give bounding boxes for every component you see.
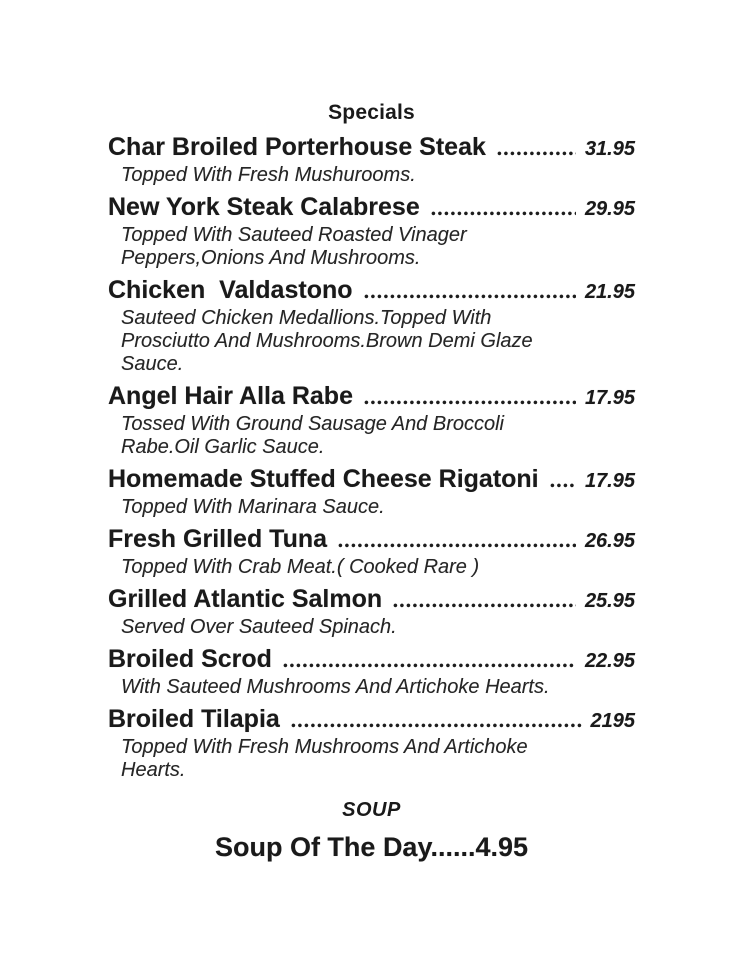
- item-price: 31.95: [584, 138, 635, 160]
- menu-item: [108, 382, 635, 459]
- dot-leader: [431, 211, 576, 216]
- item-price: 21.95: [584, 281, 635, 303]
- soup-section: [108, 799, 635, 862]
- soup-of-the-day-line: Soup Of The Day......4.95: [214, 832, 529, 862]
- item-price: 25.95: [584, 590, 635, 612]
- item-price: 29.95: [584, 198, 635, 220]
- dot-leader: [364, 400, 576, 405]
- menu-item-row: [108, 382, 635, 413]
- item-description-line: Sauteed Chicken Medallions.Topped With: [121, 307, 492, 329]
- soup-section-heading: SOUP: [342, 799, 401, 821]
- item-description-line: Rabe.Oil Garlic Sauce.: [121, 436, 325, 458]
- menu-item: [108, 193, 635, 270]
- dot-leader: [550, 483, 576, 488]
- menu-item: [108, 585, 635, 639]
- item-description-line: Topped With Fresh Mushurooms.: [121, 164, 416, 186]
- item-name: New York Steak Calabrese: [108, 193, 420, 221]
- item-description-line: Topped With Marinara Sauce.: [121, 496, 385, 518]
- dot-leader: [497, 151, 576, 156]
- item-description-line: Topped With Crab Meat.( Cooked Rare ): [121, 556, 480, 578]
- menu-item: [108, 133, 635, 187]
- item-price: 22.95: [584, 650, 635, 672]
- menu-item-row: [108, 276, 635, 307]
- menu-item: [108, 276, 635, 376]
- item-name: Homemade Stuffed Cheese Rigatoni: [108, 465, 539, 493]
- menu-section-title: Specials: [328, 101, 415, 124]
- menu-item-row: [108, 645, 635, 676]
- item-name: Fresh Grilled Tuna: [108, 525, 328, 553]
- menu-item-row: [108, 465, 635, 496]
- dot-leader: [291, 723, 582, 728]
- menu-item: [108, 525, 635, 579]
- dot-leader: [364, 294, 576, 299]
- menu-page: [108, 0, 635, 862]
- item-name: Broiled Scrod: [108, 645, 272, 673]
- item-description-line: Topped With Sauteed Roasted Vinager: [121, 224, 467, 246]
- item-price: 2195: [590, 710, 635, 732]
- item-description-line: Tossed With Ground Sausage And Broccoli: [121, 413, 504, 435]
- menu-item: [108, 645, 635, 699]
- menu-item-row: [108, 705, 635, 736]
- dot-leader: [393, 603, 576, 608]
- dot-leader: [338, 543, 576, 548]
- item-price: 17.95: [584, 470, 635, 492]
- menu-item: [108, 705, 635, 782]
- item-description-line: Hearts.: [121, 759, 186, 781]
- item-name: Angel Hair Alla Rabe: [108, 382, 353, 410]
- item-price: 17.95: [584, 387, 635, 409]
- menu-item-row: [108, 525, 635, 556]
- item-price: 26.95: [584, 530, 635, 552]
- item-name: Chicken Valdastono: [108, 276, 353, 304]
- item-description-line: Served Over Sauteed Spinach.: [121, 616, 397, 638]
- menu-item-row: [108, 193, 635, 224]
- dot-leader: [283, 663, 576, 668]
- menu-item-row: [108, 585, 635, 616]
- item-description-line: Sauce.: [121, 353, 184, 375]
- item-description-line: Prosciutto And Mushrooms.Brown Demi Glaze: [121, 330, 533, 352]
- item-name: Char Broiled Porterhouse Steak: [108, 133, 486, 161]
- item-name: Broiled Tilapia: [108, 705, 280, 733]
- item-description-line: With Sauteed Mushrooms And Artichoke Hearts.: [121, 676, 550, 698]
- menu-item-row: [108, 133, 635, 164]
- item-name: Grilled Atlantic Salmon: [108, 585, 383, 613]
- menu-item: [108, 465, 635, 519]
- item-description-line: Topped With Fresh Mushrooms And Artichoke: [121, 736, 528, 758]
- item-description-line: Peppers,Onions And Mushrooms.: [121, 247, 421, 269]
